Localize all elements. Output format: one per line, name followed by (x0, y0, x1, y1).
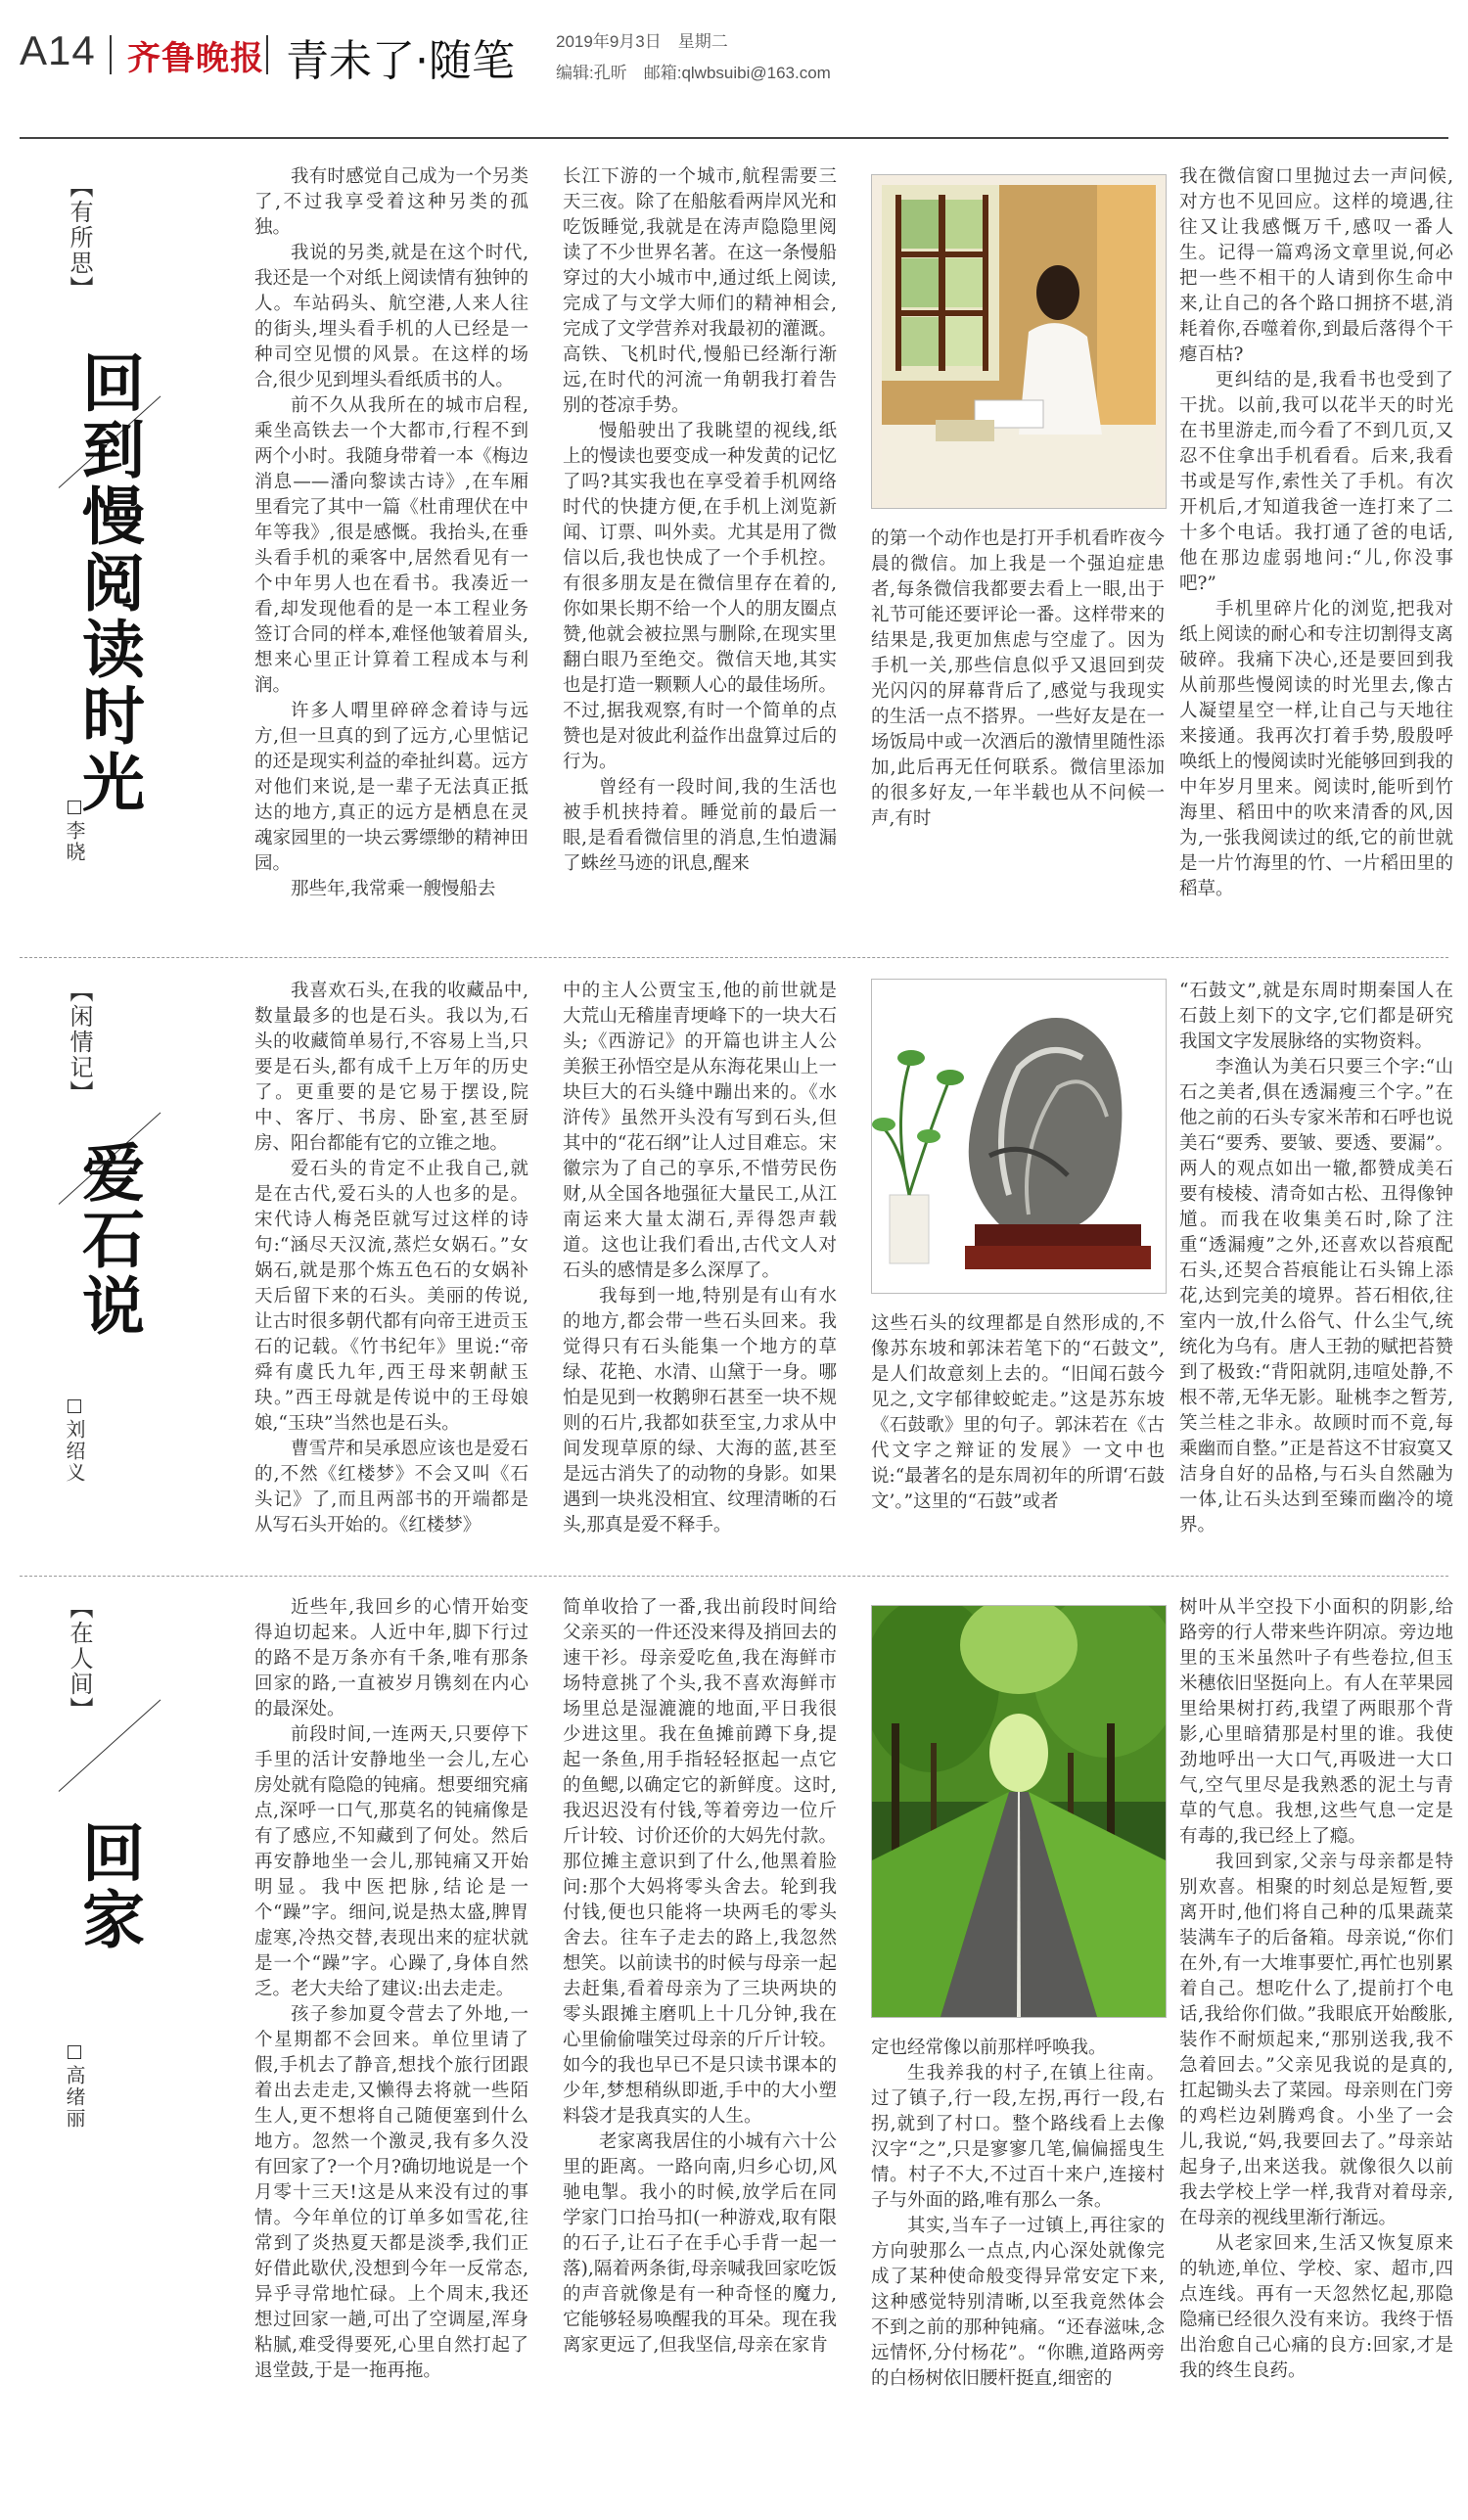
article-author: 刘绍义 (61, 1399, 89, 1484)
article-masthead (20, 164, 235, 947)
woman-reading-photo (871, 174, 1167, 509)
article-title: 爱石说 (71, 1140, 144, 1340)
article-masthead (20, 979, 235, 1566)
scholar-stone-photo (871, 979, 1167, 1294)
paragraph: 李渔认为美石只要三个字:“山石之美者,俱在透漏瘦三个字。”在他之前的石头专家米芾和石呼也说美石“要秀、要皱、要透、要漏”。两人的观点如出一辙,都赞成美石要有棱棱、清奇如古松、丑得像钟馗。而我在收集美石时,除了注重“透漏瘦”之外,还喜欢以苔痕配石头,还契合苔痕能让石头锦上添花,达到完美的境界。苔石相依,往室内一放,什么俗气、什么尘气,统统化为乌有。唐人王勃的赋把苔赞到了极致:“背阳就阴,违喧处静,不根不蒂,无华无影。耻桃李之暂芳,笑兰桂之非永。故顾时而不竟,每乘幽而自整。”正是苔这不甘寂寞又洁身自好的品格,与石头自然融为一体,让石头达到至臻而幽冷的境界。 (1179, 1057, 1453, 1535)
article-column (871, 1311, 1165, 1546)
paragraph: 爱石头的肯定不止我自己,就是在古代,爱石头的人也多的是。宋代诗人梅尧臣就写过这样的诗句:“涵尽天汉流,蒸烂女娲石。”女娲石,就是那个炼五色石的女娲补天后留下来的石头。美丽的传说,让古时很多朝代都有向帝王进贡玉石的记载。《竹书纪年》里说:“帝舜有虞氏九年,西王母来朝献玉玦。”西王母就是传说中的王母娘娘,“玉玦”当然也是石头。 (254, 1159, 528, 1434)
paragraph: 简单收拾了一番,我出前段时间给父亲买的一件还没来得及捎回去的速干衫。母亲爱吃鱼,我在海鲜市场特意挑了个头,我不喜欢海鲜市场里总是湿漉漉的地面,平日我很少进这里。我在鱼摊前蹲下身,提起一条鱼,用手指轻轻抠起一点它的鱼鳃,以确定它的新鲜度。这时,我迟迟没有付钱,等着旁边一位斤斤计较、讨价还价的大妈先付款。那位摊主意识到了什么,他黑着脸问:那个大妈将零头舍去。轮到我付钱,便也只能将一块两毛的零头舍去。往车子走去的路上,我忽然想笑。以前读书的时候与母亲一起去赶集,看着母亲为了三块两块的零头跟摊主磨叽上十几分钟,我在心里偷偷嗤笑过母亲的斤斤计较。如今的我也早已不是只读书课本的少年,梦想稍纵即逝,手中的大小塑料袋才是我真实的人生。 (563, 1597, 837, 2127)
paragraph: “石鼓文”,就是东周时期秦国人在石鼓上刻下的文字,它们都是研究我国文字发展脉络的实物资料。 (1179, 981, 1453, 1052)
article-column (563, 979, 837, 1546)
article-author: 高绪丽 (61, 2045, 89, 2130)
country-road-photo (871, 1605, 1167, 2018)
article-column (254, 164, 528, 908)
column-tag: 【闲情记】 (66, 979, 93, 1106)
paragraph: 生我养我的村子,在镇上往南。过了镇子,行一段,左拐,再行一段,右拐,就到了村口。整个路线看上去像汉字“之”,只是寥寥几笔,偏偏摇曳生情。村子不大,不过百十来户,连接村子与外面的路,唯有那么一条。 (871, 2063, 1165, 2211)
paragraph: 孩子参加夏令营去了外地,一个星期都不会回来。单位里请了假,手机去了静音,想找个旅行团跟着出去走走,又懒得去将就一些陌生人,更不想将自己随便塞到什么地方。忽然一个激灵,我有多久没有回家了?一个月?确切地说是一个月零十三天!这是从来没有过的事情。今年单位的订单多如雪花,往常到了炎热夏天都是淡季,我们正好借此歇伏,没想到今年一反常态,异乎寻常地忙碌。上个周末,我还想过回家一趟,可出了空调屋,浑身粘腻,难受得要死,心里自然打起了退堂鼓,于是一拖再拖。 (254, 2004, 528, 2381)
column-tag: 【有所思】 (66, 174, 93, 301)
article-column (871, 527, 1165, 908)
section-title: 青未了·随笔 (286, 36, 515, 86)
article-stones (20, 979, 1453, 1566)
paragraph: 我喜欢石头,在我的收藏品中,数量最多的也是石头。我以为,石头的收藏简单易行,不容易上当,只要是石头,都有成千上万年的历史了。更重要的是它易于摆设,院中、客厅、书房、卧室,甚至厨房、阳台都能有它的立锥之地。 (254, 981, 528, 1154)
article-author: 李晓 (61, 801, 89, 863)
paragraph: 我有时感觉自己成为一个另类了,不过我享受着这种另类的孤独。 (254, 166, 528, 238)
article-column (1179, 1595, 1453, 2476)
paragraph: 许多人喟里碎碎念着诗与远方,但一旦真的到了远方,心里惦记的还是现实利益的牵扯纠葛。远方对他们来说,是一辈子无法真正抵达的地方,真正的远方是栖息在灵魂家园里的一块云雾缥缈的精神田园。 (254, 701, 528, 874)
paragraph: 我在微信窗口里抛过去一声问候,对方也不见回应。这样的境遇,往往又让我感慨万千,感叹一番人生。记得一篇鸡汤文章里说,何必把一些不相干的人请到你生命中来,让自己的各个路口拥挤不堪,消耗着你,吞噬着你,到最后落得个干瘪百枯? (1179, 166, 1453, 365)
paragraph: 那些年,我常乘一艘慢船去 (291, 879, 496, 899)
paragraph: 前不久从我所在的城市启程,乘坐高铁去一个大都市,行程不到两个小时。我随身带着一本《梅边消息——潘向黎读古诗》,在车厢里看完了其中一篇《杜甫理伏在中年等我》,很是感慨。我抬头,在垂头看手机的乘客中,居然看见有一个中年男人也在看书。我凑近一看,却发现他看的是一本工程业务签订合同的样本,难怪他皱着眉头,想来心里正计算着工程成本与利润。 (254, 395, 528, 696)
article-column (254, 1595, 528, 2476)
paragraph: 其实,当车子一过镇上,再往家的方向驶那么一点点,内心深处就像完成了某种使命般变得异常安定下来,这种感觉特别清晰,以至我竟然体会不到之前的那种钝痛。“还春滋味,念远情怀,分付杨花”。“你瞧,道路两旁的白杨树依旧腰杆挺直,细密的 (871, 2216, 1165, 2389)
paragraph: 的第一个动作也是打开手机看昨夜今晨的微信。加上我是一个强迫症患者,每条微信我都要去看上一眼,出于礼节可能还要评论一番。这样带来的结果是,我更加焦虑与空虚了。因为手机一关,那些信息似乎又退回到荧光闪闪的屏幕背后了,感觉与我现实的生活一点不搭界。一些好友是在一场饭局中或一次酒后的激情里随性添加,此后再无任何联系。微信里添加的很多好友,一年半载也从不问候一声,有时 (871, 528, 1165, 829)
article-home (20, 1595, 1453, 2496)
paragraph: 曾经有一段时间,我的生活也被手机挟持着。睡觉前的最后一眼,是看看微信里的消息,生怕遗漏了蛛丝马迹的讯息,醒来 (563, 777, 837, 874)
column-tag: 【在人间】 (66, 1595, 93, 1722)
page-number: A14 (20, 27, 96, 73)
paragraph: 从老家回来,生活又恢复原来的轨迹,单位、学校、家、超市,四点连线。再有一天忽然忆起,那隐隐痛已经很久没有来访。我终于悟出治愈自己心痛的良方:回家,才是我的终生良药。 (1179, 2233, 1453, 2381)
paragraph: 手机里碎片化的浏览,把我对纸上阅读的耐心和专注切割得支离破碎。我痛下决心,还是要回到我从前那些慢阅读的时光里去,像古人凝望星空一样,让自己与天地往来接通。我再次打着手势,殷殷呼唤纸上的慢阅读时光能够回到我的中年岁月里来。阅读时,能听到竹海里、稻田中的吹来清香的风,因为,一张我阅读过的纸,它的前世就是一片竹海里的竹、一片稻田里的稻草。 (1179, 599, 1453, 899)
article-title: 回到慢阅读时光 (71, 350, 144, 816)
paragraph: 中的主人公贾宝玉,他的前世就是大荒山无稽崖青埂峰下的一块大石头;《西游记》的开篇也讲主人公美猴王孙悟空是从东海花果山上一块巨大的石头缝中蹦出来的。《水浒传》虽然开头没有写到石头,但其中的“花石纲”让人过目难忘。宋徽宗为了自己的享乐,不惜劳民伤财,从全国各地强征大量民工,从江南运来大量太湖石,弄得怨声载道。这也让我们看出,古代文人对石头的感情是多么深厚了。 (563, 981, 837, 1281)
section-divider (20, 957, 1448, 958)
header-rule (20, 137, 1448, 139)
newspaper-logo: 齐鲁晚报 (127, 39, 264, 78)
article-reading (20, 164, 1453, 947)
article-column (1179, 979, 1453, 1546)
paragraph: 长江下游的一个城市,航程需要三天三夜。除了在船舷看两岸风光和吃饭睡觉,我就是在涛声隐隐里阅读了不少世界名著。在这一条慢船穿过的大小城市中,通过纸上阅读,完成了与文学大师们的精神相会,完成了文学营养对我最初的灌溉。高铁、飞机时代,慢船已经渐行渐远,在时代的河流一角朝我打着告别的苍凉手势。 (563, 166, 837, 416)
paragraph: 近些年,我回乡的心情开始变得迫切起来。人近中年,脚下行过的路不是万条亦有千条,唯有那条回家的路,一直被岁月镌刻在内心的最深处。 (254, 1597, 528, 1719)
masthead-divider (266, 35, 268, 74)
paragraph: 我回到家,父亲与母亲都是特别欢喜。相聚的时刻总是短暂,要离开时,他们将自己种的瓜果蔬菜装满车子的后备箱。母亲说,“你们在外,有一大堆事要忙,再忙也别累着自己。想吃什么了,提前打个电话,我给你们做。”我眼底开始酸胀,装作不耐烦起来,“那别送我,我不急着回去。”父亲见我说的是真的,扛起锄头去了菜园。母亲则在门旁的鸡栏边剁腾鸡食。小坐了一会儿,我说,“妈,我要回去了。”母亲站起身子,出来送我。就像很久以前我去学校上学一样,我背对着母亲,在母亲的视线里渐行渐远。 (1179, 1852, 1453, 2228)
article-title: 回家 (71, 1820, 144, 1953)
article-column (1179, 164, 1453, 908)
article-column (254, 979, 528, 1546)
paragraph: 更纠结的是,我看书也受到了干扰。以前,我可以花半天的时光在书里游走,而今看了不到几页,又忍不住拿出手机看看。后来,我看书或是写作,索性关了手机。有次开机后,才知道我爸一连打来了二十多个电话。我打通了爸的电话,他在那边虚弱地问:“儿,你没事吧?” (1179, 370, 1453, 594)
article-column (563, 164, 837, 908)
paragraph: 我每到一地,特别是有山有水的地方,都会带一些石头回来。我觉得只有石头能集一个地方的草绿、花艳、水清、山黛于一身。哪怕是见到一枚鹅卵石甚至一块不规则的石片,我都如获至宝,力求从中间发现草原的绿、大海的蓝,甚至是远古消失了的动物的身影。如果遇到一块兆没相宜、纹理清晰的石头,那真是爱不释手。 (563, 1286, 837, 1535)
paragraph: 树叶从半空投下小面积的阴影,给路旁的行人带来些许阴凉。旁边地里的玉米虽然叶子有些卷拉,但玉米穗依旧坚挺向上。有人在苹果园里给果树打药,我望了两眼那个背影,心里暗猜那是村里的谁。我使劲地呼出一大口气,再吸进一大口气,空气里尽是我熟悉的泥土与青草的气息。我想,这些气息一定是有毒的,我已经上了瘾。 (1179, 1597, 1453, 1847)
paragraph: 我说的另类,就是在这个时代,我还是一个对纸上阅读情有独钟的人。车站码头、航空港,人来人往的街头,埋头看手机的人已经是一种司空见惯的风景。在这样的场合,很少见到埋头看纸质书的人。 (254, 243, 528, 390)
paragraph: 前段时间,一连两天,只要停下手里的活计安静地坐一会儿,左心房处就有隐隐的钝痛。想要细究痛点,深呼一口气,那莫名的钝痛像是有了感应,不知藏到了何处。然后再安静地坐一会儿,那钝痛又开始明显。我中医把脉,结论是一个“躁”字。细问,说是热太盛,脾胃虚寒,冷热交替,表现出来的症状就是一个“躁”字。心躁了,身体自然乏。老大夫给了建议:出去走走。 (254, 1724, 528, 1999)
masthead-divider (110, 35, 112, 74)
paragraph: 定也经常像以前那样呼唤我。 (871, 2038, 1107, 2058)
editor-line: 编辑:孔昕 邮箱:qlwbsuibi@163.com (556, 64, 831, 82)
masthead (20, 22, 1448, 90)
article-column (871, 2036, 1165, 2476)
paragraph: 慢船驶出了我眺望的视线,纸上的慢读也要变成一种发黄的记忆了吗?其实我也在享受着手机网络时代的快捷方便,在手机上浏览新闻、订票、叫外卖。尤其是用了微信以后,我也快成了一个手机控。有很多朋友是在微信里存在着的,你如果长期不给一个人的朋友圈点赞,他就会被拉黑与删除,在现实里翻白眼乃至绝交。微信天地,其实也是打造一颗颗人心的最佳场所。不过,据我观察,有时一个简单的点赞也是对彼此利益作出盘算过后的行为。 (563, 421, 837, 772)
article-column (563, 1595, 837, 2476)
section-divider (20, 1576, 1448, 1577)
paragraph: 曹雪芹和吴承恩应该也是爱石的,不然《红楼梦》不会又叫《石头记》了,而且两部书的开端都是从写石头开始的。《红楼梦》 (254, 1439, 528, 1535)
paragraph: 老家离我居住的小城有六十公里的距离。一路向南,归乡心切,风驰电掣。我小的时候,放学后在同学家门口抬马扣(一种游戏,取有限的石子,让石子在手心手背一起一落),隔着两条街,母亲喊我回家吃饭的声音就像是有一种奇怪的魔力,它能够轻易唤醒我的耳朵。现在我离家更远了,但我坚信,母亲在家肯 (563, 2131, 837, 2356)
article-masthead (20, 1595, 235, 2496)
paragraph: 这些石头的纹理都是自然形成的,不像苏东坡和郭沫若笔下的“石鼓文”,是人们故意刻上去的。“旧闻石鼓今见之,文字郁律蛟蛇走。”这是苏东坡《石鼓歌》里的句子。郭沫若在《古代文字之辩证的发展》一文中也说:“最著名的是东周初年的所谓‘石鼓文’。”这里的“石鼓”或者 (871, 1313, 1165, 1512)
issue-date: 2019年9月3日 星期二 (556, 32, 728, 51)
